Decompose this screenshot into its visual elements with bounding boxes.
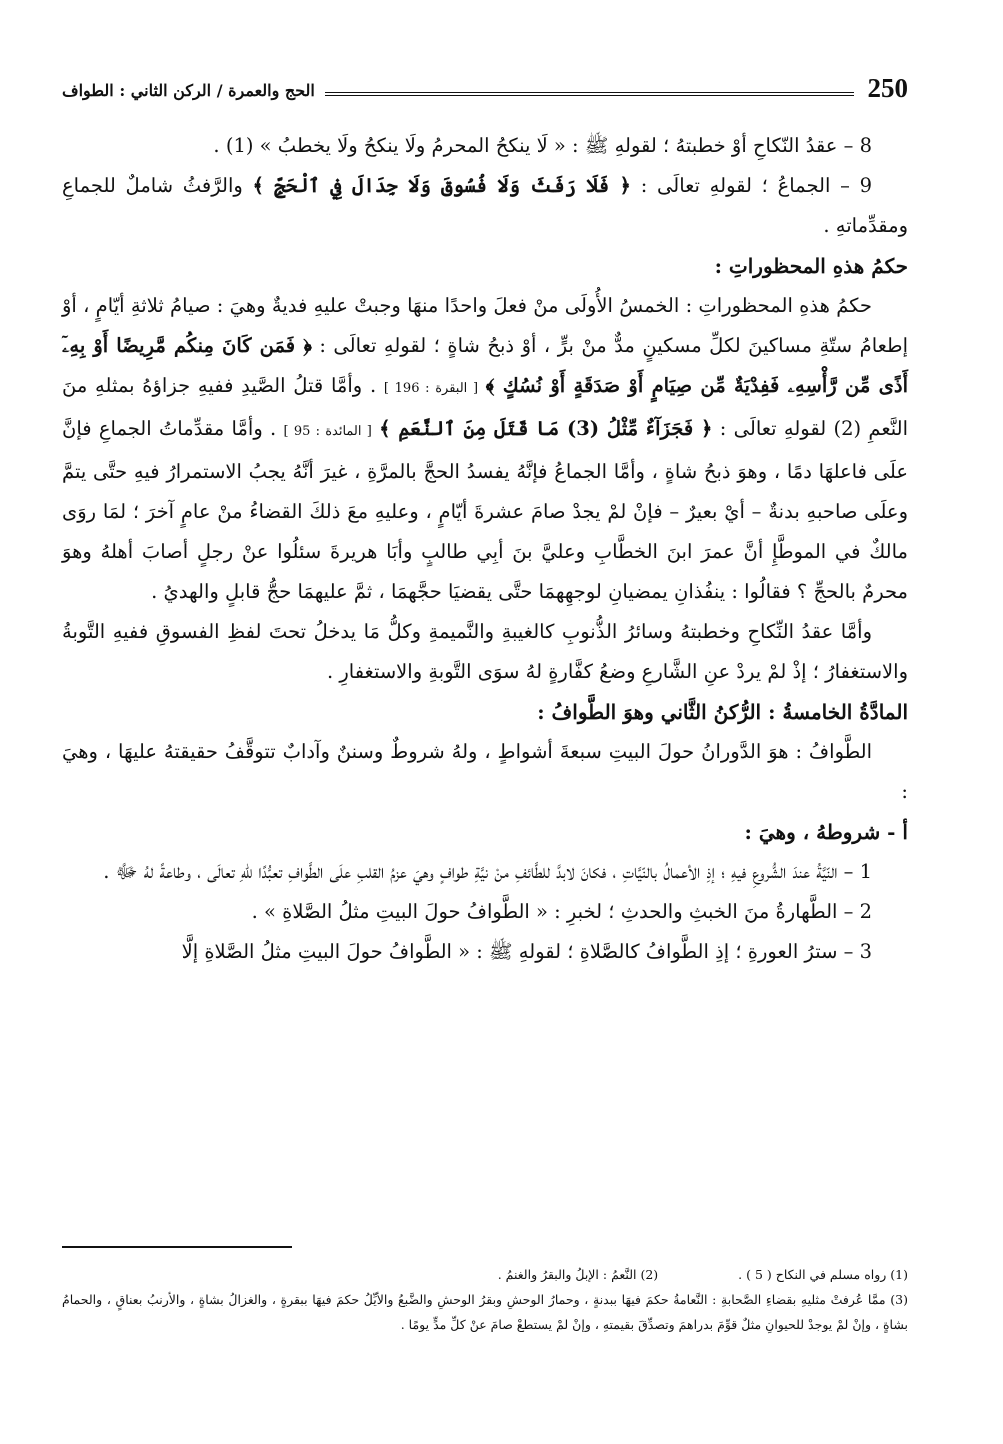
footnote-area xyxy=(62,0,908,1444)
subheading-conditions: أ - شروطهُ ، وهيَ : xyxy=(744,820,908,844)
paragraph-condition-1: 1 – النّيَّةُ عندَ الشُّروعِ فيهِ ؛ إذِ الأعمالُ بالنّيَّاتِ ، فكانَ لابدَّ للطَّائفِ منْ نيَّةِ طوافٍ وهيَ عزمُ القلبِ علَى الطَّوافِ تعبُّدًا للّهِ تعالَى ، وطاعةً لهُ ﷻ . xyxy=(103,860,872,883)
footnote-3: (3) ممَّا عُرفتْ مثليهِ بقضاءِ الصَّحابةِ : النَّعامةُ حكمَ فيهَا ببدنةٍ ، وحمارُ الوحشِ وبقرُ الوحشِ والضَّبعُ والأيِّلُ حكمَ فيهَا ببقرةٍ ، والغزالُ بشاةٍ ، والأرنبُ بعناقٍ ، والحمامُ بشاةٍ ، وإنْ لمْ يوجدْ للحيوانِ مثلٌ قوِّمَ بدراهمَ وتصدِّقَ بقيمتهِ ، وإنْ لمْ يستطعْ صامَ عنْ كلِّ مدٍّ يومًا . xyxy=(62,1292,908,1332)
footnote-rule xyxy=(62,1246,292,1248)
footnote-row xyxy=(62,1262,908,1287)
paragraph-condition-2: 2 – الطَّهارةُ منَ الخبثِ والحدثِ ؛ لخبرِ : « الطَّوافُ حولَ البيتِ مثلُ الصَّلاةِ » . xyxy=(251,900,872,923)
paragraph-marriage-contract: وأمَّا عقدُ النِّكاحِ وخطبتهُ وسائرُ الذُّنوبِ كالغيبةِ والنَّميمةِ وكلُّ مَا يدخلُ تحتَ لفظِ الفسوقِ ففيهِ التَّوبةُ والاستغفارُ ؛ إذْ لمْ يردْ عنِ الشَّارعِ وضعُ كفَّارةٍ لهُ سوَى التَّوبةِ والاستغفارِ . xyxy=(62,620,908,683)
item-9-tail: والرَّفثُ شاملٌ للجماعِ ومقدِّماتهِ . xyxy=(62,174,908,237)
ruling-text-3: . وأمَّا مقدِّماتُ الجماعِ فإنَّ علَى فاعلهَا دمًا ، وهوَ ذبحُ شاةٍ ، وأمَّا الجماعُ فإنَّهُ يفسدُ الحجَّ بالمرَّةِ ، غيرَ أنَّهُ يجبُ الاستمرارُ فيهِ حتَّى يتمَّ وعلَى صاحبهِ بدنةٌ – أيْ بعيرٌ – فإنْ لمْ يجدْ صامَ عشرةَ أيّامٍ ، وعليهِ معَ ذلكَ القضاءُ منْ عامٍ آخرَ ؛ لمَا روَى مالكٌ في الموطَّإِ أنَّ عمرَ ابنَ الخطَّابِ وعليَّ بنَ أبِي طالبٍ وأبَا هريرةَ سئلُوا عنْ رجلٍ أصابَ أهلهُ وهوَ محرمٌ بالحجِّ ؟ فقالُوا : ينفُذانِ يمضيانِ لوجهِهمَا حتَّى يقضيَا حجَّهمَا ، ثمَّ عليهمَا حجُّ قابلٍ والهديُ . xyxy=(62,417,908,603)
quran-verse-baqarah: ﴿ فَمَن كَانَ مِنكُم مَّرِيضًا أَوْ بِهِۦٓ أَذًى مِّن رَّأْسِهِۦ فَفِدْيَةٌ مِّن صِيَامٍ أَوْ صَدَقَةٍ أَوْ نُسُكٍ ﴾ xyxy=(62,334,908,397)
ruling-text-2: . وأمَّا قتلُ الصَّيدِ ففيهِ جزاؤهُ بمثلهِ منَ النَّعمِ (2) لقولهِ تعالَى : xyxy=(62,374,909,440)
quran-verse-maidah: ﴿ فَجَزَآءٌ مِّثْلُ (3) مَا قَتَلَ مِنَ ٱلنَّعَمِ ﴾ xyxy=(379,417,713,440)
paragraph-condition-3: 3 – سترُ العورةِ ؛ إذِ الطَّوافُ كالصَّلاةِ ؛ لقولهِ ﷺ : « الطَّوافُ حولَ البيتِ مثلُ الصَّلاةِ إلَّا xyxy=(181,940,872,963)
section-heading-tawaf: المادَّةُ الخامسةُ : الرُّكنُ الثَّاني وهوَ الطَّوافُ : xyxy=(537,700,908,724)
footnote-2: (2) النَّعمُ : الإبلُ والبقرُ والغنمُ . xyxy=(497,1267,659,1282)
page-number: 250 xyxy=(867,73,908,103)
ruling-text-1: حكمُ هذهِ المحظوراتِ : الخمسُ الأُولَى منْ فعلَ واحدًا منهَا وجبتْ عليهِ فديةٌ وهيَ : صيامُ ثلاثةِ أيّامٍ ، أوْ إطعامُ ستّةِ مساكينَ لكلِّ مسكينٍ مدٌّ منْ برٍّ ، أوْ ذبحُ شاةٍ ؛ لقولهِ تعالَى : xyxy=(62,294,908,357)
section-heading-ruling: حكمُ هذهِ المحظوراتِ : xyxy=(714,254,908,278)
paragraph-item-8: 8 – عقدُ النّكاحِ أوْ خطبتهُ ؛ لقولهِ ﷺ : « لَا ينكحُ المحرمُ ولَا ينكحُ ولَا يخطبُ » (1) . xyxy=(213,134,872,157)
verse-reference-baqarah: [ البقرة : 196 ] xyxy=(383,381,479,396)
item-9-lead: 9 – الجماعُ ؛ لقولهِ تعالَى : xyxy=(640,174,873,197)
quran-verse: ﴿ فَلَا رَفَثَ وَلَا فُسُوقَ وَلَا جِدَالَ فِي ٱلْحَجِّ ﴾ xyxy=(252,174,631,197)
footnote-1: (1) رواه مسلم في النكاح ( 5 ) . xyxy=(738,1267,908,1282)
footnotes xyxy=(62,1262,908,1337)
verse-reference-maidah: [ المائدة : 95 ] xyxy=(283,424,372,439)
paragraph-tawaf-definition: الطَّوافُ : هوَ الدَّورانُ حولَ البيتِ سبعةَ أشواطٍ ، ولهُ شروطٌ وسننٌ وآدابٌ تتوقَّفُ حقيقتهُ عليهَا ، وهيَ : xyxy=(62,740,908,803)
running-title: الحج والعمرة / الركن الثاني : الطواف xyxy=(62,81,315,100)
